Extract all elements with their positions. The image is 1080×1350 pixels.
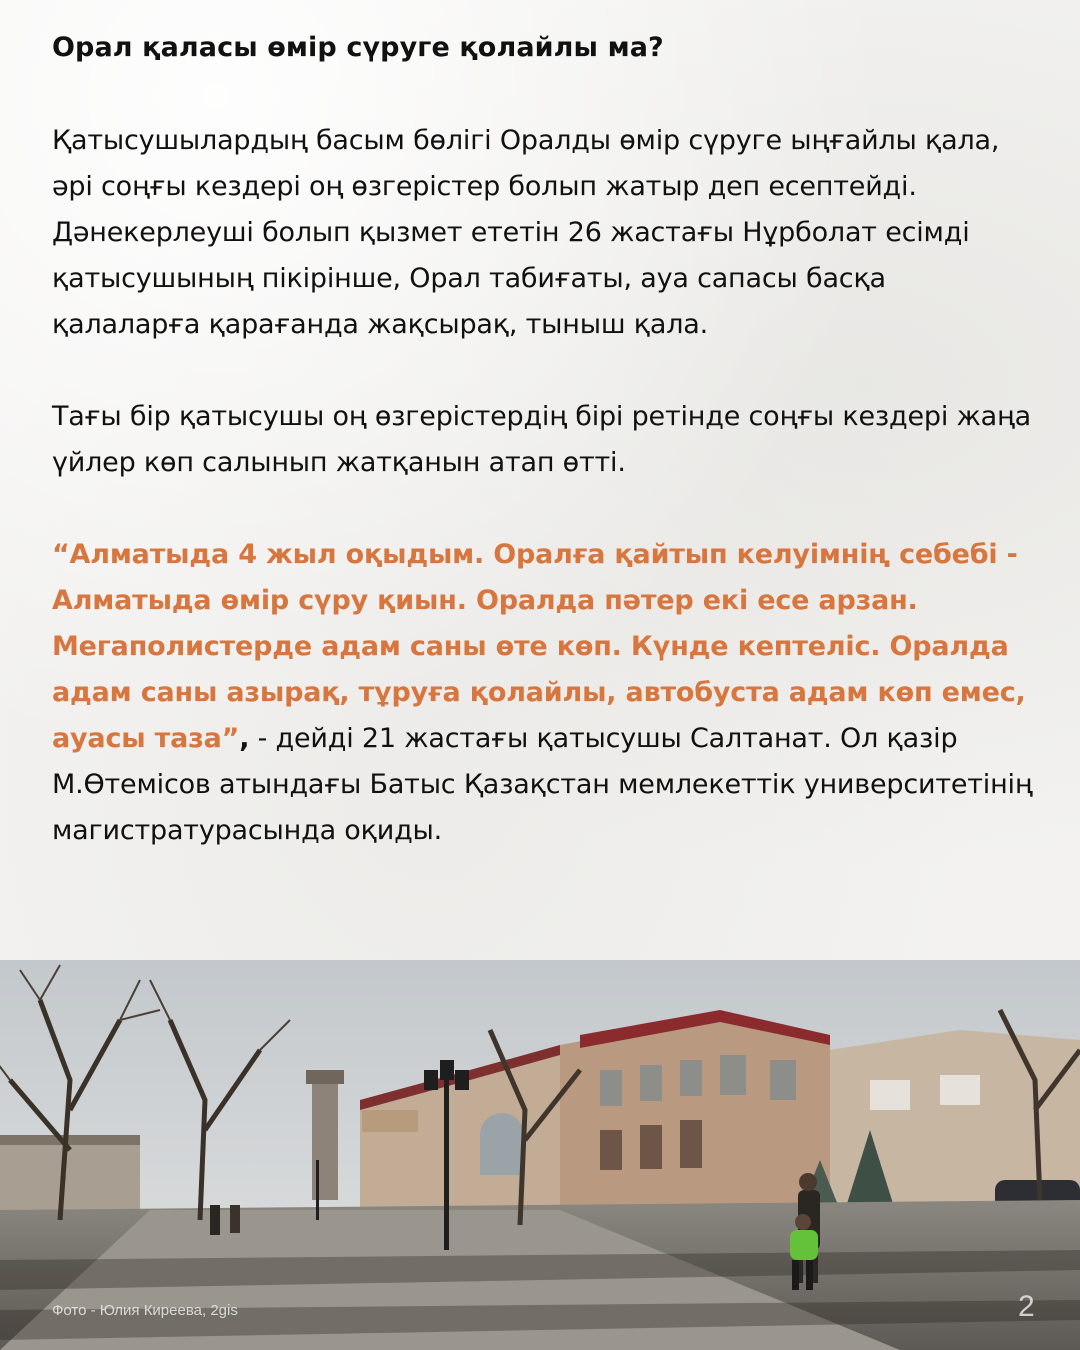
- quote-paragraph: [52, 532, 1042, 854]
- street-photo: [0, 960, 1080, 1350]
- photo-caption: Фото - Юлия Киреева, 2gis: [52, 1302, 238, 1319]
- paragraph-1: Қатысушылардың басым бөлігі Оралды өмір сүруге ыңғайлы қала, әрі соңғы кездері оң өзгерістер болып жатыр деп есептейді. Дәнекерлеуші болып қызмет ететін 26 жастағы Нұрболат есімді қатысушының пікірінше, Орал табиғаты, ауа сапасы басқа қалаларға қарағанда жақсырақ, тыныш қала.: [52, 125, 1000, 340]
- article-title: Орал қаласы өмір сүруге қолайлы ма?: [52, 32, 664, 63]
- page-number: 2: [1018, 1290, 1035, 1323]
- paragraph-2: Тағы бір қатысушы оң өзгерістердің бірі ретінде соңғы кездері жаңа үйлер көп салынып жатқанын атап өтті.: [52, 401, 1031, 478]
- quote-text: “Алматыда 4 жыл оқыдым. Оралға қайтып келуімнің себебі - Алматыда өмір сүру қиын. Оралда пәтер екі есе арзан. Мегаполистерде адам саны өте көп. Күнде кептеліс. Оралда адам саны азырақ, тұруға қолайлы, автобуста адам көп емес, ауасы таза”: [52, 539, 1026, 754]
- quote-attribution: - дейді 21 жастағы қатысушы Салтанат. Ол қазір М.Өтемісов атындағы Батыс Қазақстан мемлекеттік университетінің магистратурасында оқиды.: [52, 723, 1033, 846]
- article-text: [52, 28, 1042, 854]
- quote-comma: ,: [239, 723, 250, 754]
